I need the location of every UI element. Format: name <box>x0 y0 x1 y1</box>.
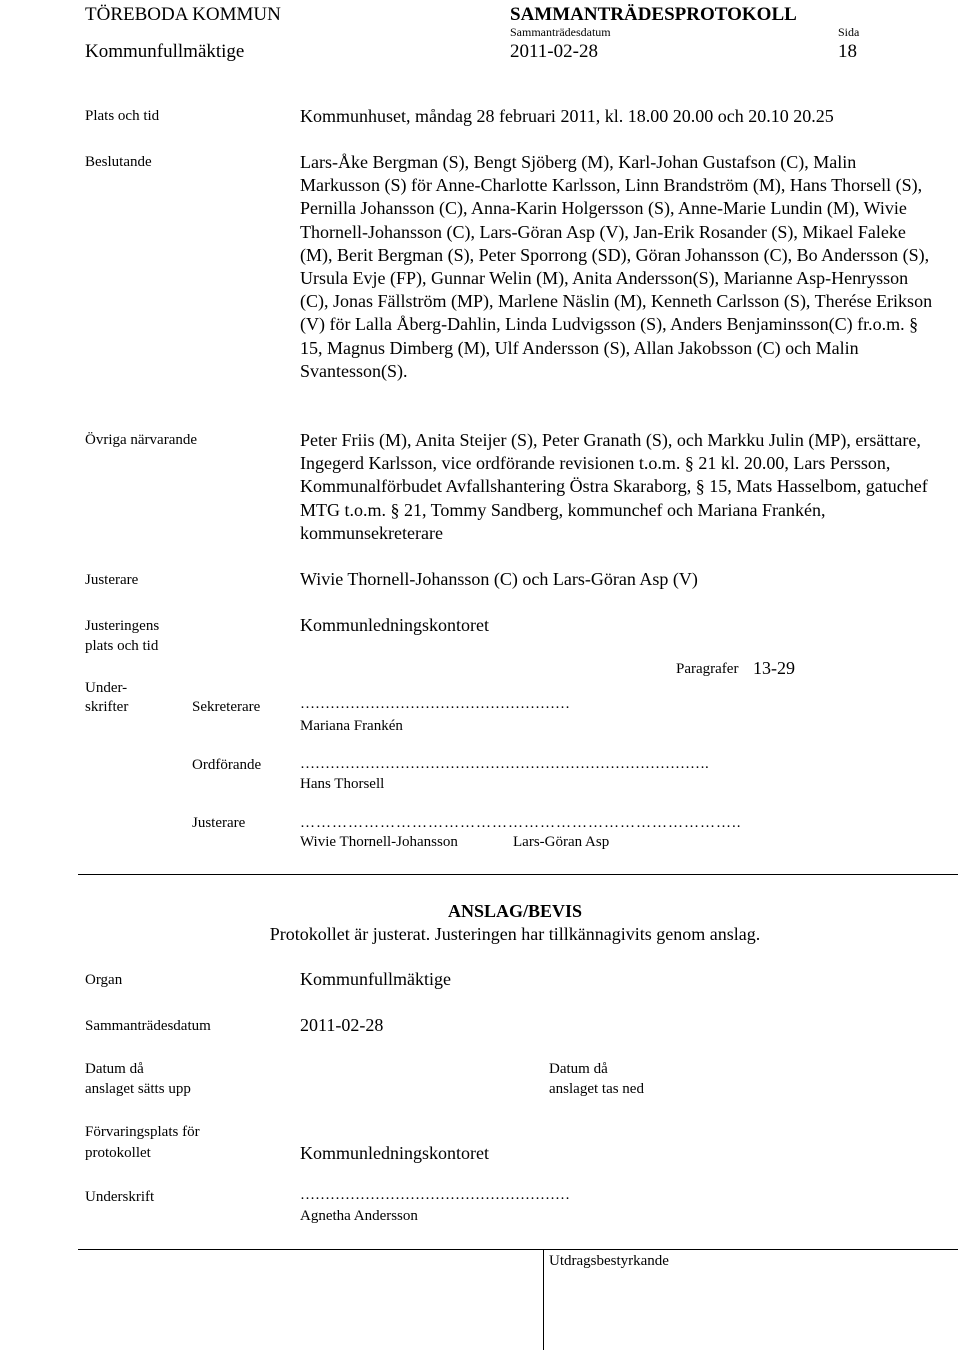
underskrifter-label-1: Under- <box>85 680 128 696</box>
justerare-signature-line: ……………………………………………………………………….. <box>300 815 742 831</box>
ned-label-2: anslaget tas ned <box>549 1081 644 1097</box>
beslutande-label: Beslutande <box>85 154 152 170</box>
forvaring-label-1: Förvaringsplats för <box>85 1124 200 1140</box>
sekreterare-signature-line: ……………………………………………… <box>300 696 570 712</box>
plats-label: Plats och tid <box>85 108 160 124</box>
footer-divider <box>78 1249 958 1250</box>
ordforande-signature-line: ………………………………………………………………………. <box>300 756 709 772</box>
organ-label: Organ <box>85 972 123 988</box>
justeringens-label-2: plats och tid <box>85 638 159 654</box>
ned-label-1: Datum då <box>549 1061 608 1077</box>
paragrafer-label: Paragrafer <box>676 661 739 677</box>
underskrift-name: Agnetha Andersson <box>300 1208 418 1224</box>
forvaring-label-2: protokollet <box>85 1145 151 1161</box>
upp-label-1: Datum då <box>85 1061 144 1077</box>
paragrafer-value: 13-29 <box>753 658 795 678</box>
ovriga-text: Peter Friis (M), Anita Steijer (S), Peter Granath (S), och Markku Julin (MP), ersättare, Ingegerd Karlsson, vice ordförande revisionen t.o.m. § 21 kl. 20.00, Lars Persson, Kommunalförbudet Avfallshantering Östra Skaraborg, § 15, Mats Hasselbom, gatuchef MTG t.o.m. § 21, Tommy Sandberg, kommunchef och Mariana Frankén, kommunsekreterare <box>300 430 928 543</box>
header-org: TÖREBODA KOMMUN <box>85 4 281 25</box>
utdrag-label: Utdragsbestyrkande <box>549 1253 669 1269</box>
header-date-label: Sammanträdesdatum <box>510 25 611 39</box>
header-body: Kommunfullmäktige <box>85 41 245 62</box>
underskrift-label: Underskrift <box>85 1189 155 1205</box>
anslag-subtitle: Protokollet är justerat. Justeringen har tillkännagivits genom anslag. <box>269 924 761 944</box>
header-page-number: 18 <box>838 41 857 62</box>
upp-label-2: anslaget sätts upp <box>85 1081 191 1097</box>
section-divider <box>78 874 958 875</box>
underskrift-signature-line: ……………………………………………… <box>300 1187 570 1203</box>
justeringens-value: Kommunledningskontoret <box>300 615 489 635</box>
justerare-sign-label: Justerare <box>192 815 246 831</box>
header-doc-type: SAMMANTRÄDESPROTOKOLL <box>510 4 797 25</box>
sammantradesdatum-value: 2011-02-28 <box>300 1015 384 1035</box>
sekreterare-name: Mariana Frankén <box>300 718 403 734</box>
sammantradesdatum-label: Sammanträdesdatum <box>85 1018 211 1034</box>
header-date: 2011-02-28 <box>510 41 598 62</box>
plats-value: Kommunhuset, måndag 28 februari 2011, kl. 18.00 20.00 och 20.10 20.25 <box>300 106 834 126</box>
underskrifter-label-2: skrifter <box>85 699 129 715</box>
header-page-label: Sida <box>838 25 860 39</box>
justerare-name-2: Lars-Göran Asp <box>513 834 610 850</box>
ordforande-name: Hans Thorsell <box>300 776 385 792</box>
ovriga-label: Övriga närvarande <box>85 432 198 448</box>
justeringens-label-1: Justeringens <box>85 618 160 634</box>
justerare-value: Wivie Thornell-Johansson (C) och Lars-Göran Asp (V) <box>300 569 698 589</box>
sekreterare-label: Sekreterare <box>192 699 261 715</box>
justerare-label: Justerare <box>85 572 139 588</box>
forvaring-value: Kommunledningskontoret <box>300 1143 489 1163</box>
beslutande-text: Lars-Åke Bergman (S), Bengt Sjöberg (M), Karl-Johan Gustafson (C), Malin Markusson (S) för Anne-Charlotte Karlsson, Linn Brandström (M), Hans Thorsell (S), Pernilla Johansson (C), Anna-Karin Holgersson (S), Anne-Marie Lundin (M), Wivie Thornell-Johansson (C), Lars-Göran Asp (V), Jan-Erik Rosander (S), Mikael Faleke (M), Berit Bergman (S), Peter Sporrong (SD), Göran Johansson (C), Bo Andersson (S), Ursula Evje (FP), Gunnar Welin (M), Anita Andersson(S), Marianne Asp-Henrysson (C), Jonas Fällström (MP), Marlene Näslin (M), Kenneth Carlsson (S), Therése Erikson (V) för Lalla Åberg-Dahlin, Linda Ludvigsson (S), Anders Benjaminsson(C) fr.o.m. § 15, Magnus Dimberg (M), Ulf Andersson (S), Allan Jakobsson (C) och Malin Svantesson(S). <box>300 152 933 381</box>
justerare-name-1: Wivie Thornell-Johansson <box>300 834 458 850</box>
utdrag-box-border <box>543 1249 544 1350</box>
ordforande-label: Ordförande <box>192 757 262 773</box>
organ-value: Kommunfullmäktige <box>300 969 451 989</box>
anslag-title: ANSLAG/BEVIS <box>447 901 583 921</box>
